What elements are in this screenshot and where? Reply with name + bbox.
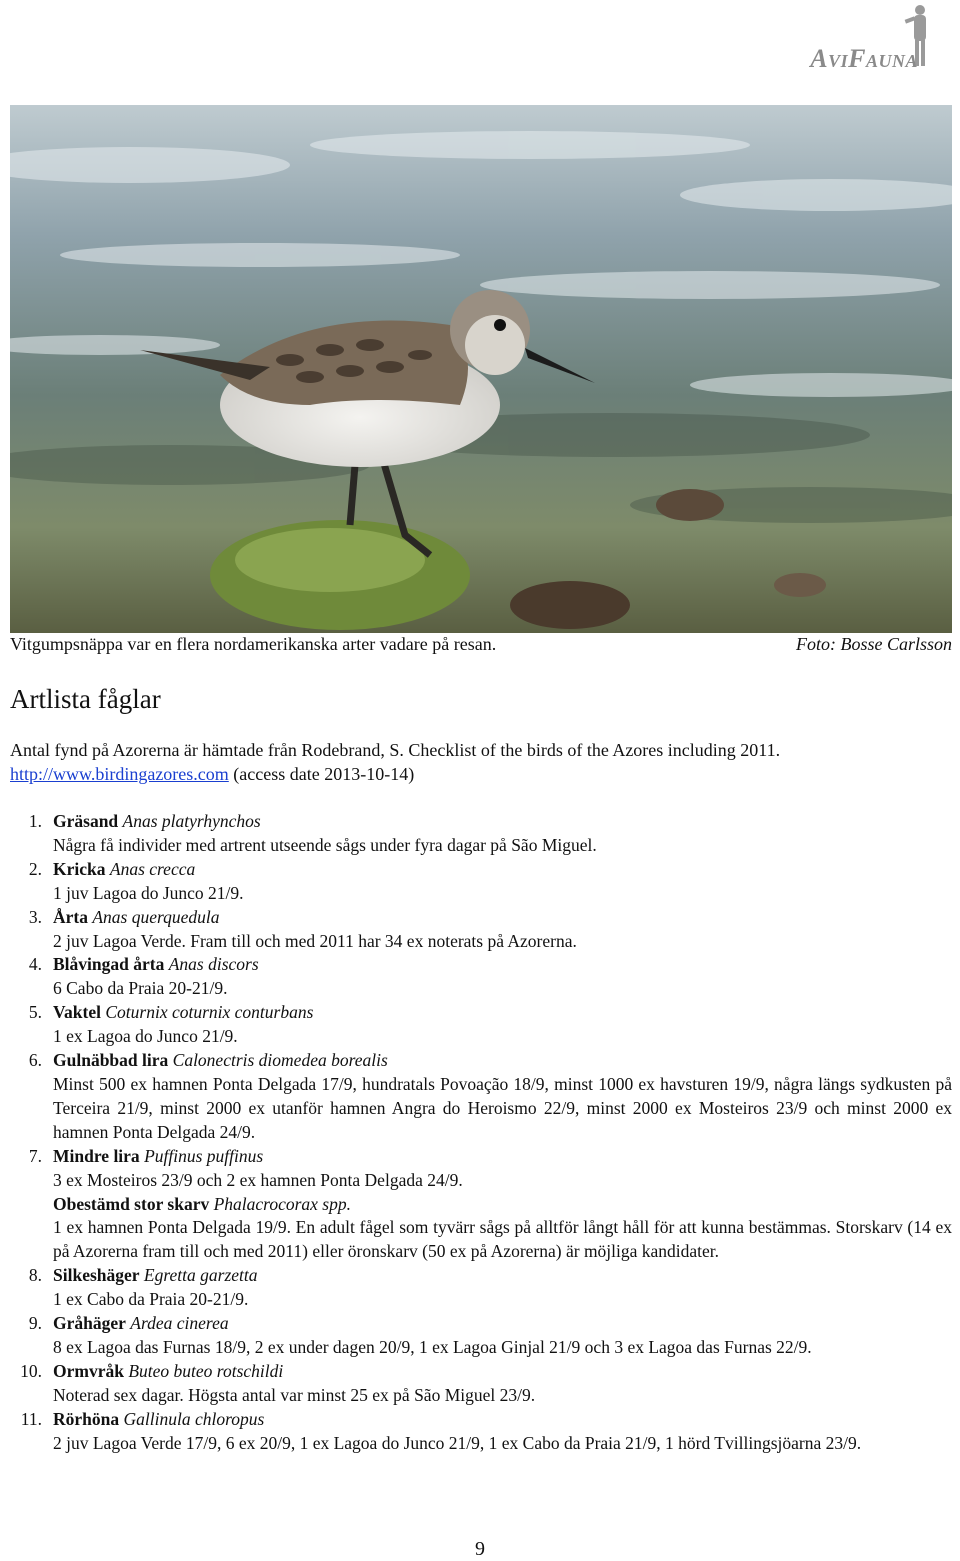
species-entry — [10, 1264, 952, 1312]
species-name: Årta — [53, 906, 88, 927]
species-heading — [53, 1193, 952, 1217]
species-note: 1 ex Lagoa do Junco 21/9. — [53, 1026, 238, 1047]
species-entry — [10, 1360, 952, 1408]
species-note: 1 juv Lagoa do Junco 21/9. — [53, 882, 244, 903]
species-note: 6 Cabo da Praia 20-21/9. — [53, 978, 228, 999]
species-name: Kricka — [53, 858, 106, 879]
species-entry — [10, 906, 952, 954]
species-scientific-name: Gallinula chloropus — [123, 1408, 265, 1429]
species-entry — [10, 953, 952, 1001]
species-scientific-name: Anas discors — [168, 954, 259, 975]
species-note: Minst 500 ex hamnen Ponta Delgada 17/9, hundratals Povoação 18/9, minst 1000 ex havsturen 19/9, några längs sydkusten på Terceira 21/9, minst 2000 ex utanför hamnen Angra do Heroismo 22/9, minst 2000 ex Mosteiros 23/9 och minst 2000 ex hamnen Ponta Delgada 24/9. — [53, 1073, 952, 1142]
species-note: 8 ex Lagoa das Furnas 18/9, 2 ex under dagen 20/9, 1 ex Lagoa Ginjal 21/9 och 3 ex Lagoa das Furnas 22/9. — [53, 1336, 812, 1357]
species-heading — [53, 1049, 952, 1073]
species-name: Vaktel — [53, 1002, 101, 1023]
species-note: Noterad sex dagar. Högsta antal var minst 25 ex på São Miguel 23/9. — [53, 1384, 536, 1405]
photo-credit: Foto: Bosse Carlsson — [795, 634, 952, 654]
species-name: Silkeshäger — [53, 1265, 140, 1286]
species-note: Några få individer med artrent utseende sågs under fyra dagar på São Miguel. — [53, 834, 597, 855]
species-number: 3. — [28, 906, 42, 927]
birdingazores-link[interactable]: http://www.birdingazores.com — [10, 764, 229, 784]
species-scientific-name: Puffinus puffinus — [144, 1145, 264, 1166]
species-note: 2 juv Lagoa Verde 17/9, 6 ex 20/9, 1 ex Lagoa do Junco 21/9, 1 ex Cabo da Praia 21/9, 1 hörd Tvillingsjöarna 23/9. — [53, 1432, 862, 1453]
species-scientific-name: Phalacrocorax spp. — [213, 1193, 351, 1214]
species-number: 11. — [20, 1408, 42, 1429]
sandpiper-photo-image — [10, 105, 952, 633]
species-entry — [10, 1145, 952, 1193]
page-title: Artlista fåglar — [10, 684, 161, 714]
species-heading — [53, 1264, 952, 1288]
species-heading — [53, 1001, 952, 1025]
species-entry — [10, 1049, 952, 1145]
species-heading — [53, 858, 952, 882]
species-number: 6. — [28, 1050, 42, 1071]
species-entry — [10, 1408, 952, 1456]
species-name: Ormvråk — [53, 1360, 124, 1381]
species-note: 2 juv Lagoa Verde. Fram till och med 2011 har 34 ex noterats på Azorerna. — [53, 930, 577, 951]
species-scientific-name: Anas platyrhynchos — [122, 811, 261, 831]
species-number: 4. — [28, 954, 42, 975]
species-name: Gulnäbbad lira — [53, 1050, 169, 1071]
species-number: 10. — [20, 1360, 42, 1381]
species-entry — [10, 810, 952, 858]
page-number: 9 — [475, 1538, 485, 1560]
logo-wordmark: AviFauna — [810, 44, 918, 73]
species-heading — [53, 1145, 952, 1169]
species-scientific-name: Buteo buteo rotschildi — [128, 1360, 284, 1381]
species-scientific-name: Anas querquedula — [92, 906, 220, 927]
species-number: 5. — [28, 1002, 42, 1023]
species-number: 8. — [28, 1265, 42, 1286]
species-note: 1 ex hamnen Ponta Delgada 19/9. En adult fågel som tyvärr sågs på alltför långt håll för att kunna bestämmas. Storskarv (14 ex på Azorerna fram till och med 2011) eller öronskarv (50 ex på Azorerna) är möjliga kandidater. — [53, 1217, 952, 1262]
species-scientific-name: Ardea cinerea — [130, 1313, 229, 1334]
species-scientific-name: Calonectris diomedea borealis — [172, 1050, 388, 1071]
species-scientific-name: Anas crecca — [109, 858, 196, 879]
species-heading — [53, 1312, 952, 1336]
avifauna-logo — [728, 0, 948, 90]
species-note: 1 ex Cabo da Praia 20-21/9. — [53, 1289, 249, 1310]
species-name: Gråhäger — [53, 1313, 126, 1334]
species-number: 2. — [28, 858, 42, 879]
species-entry — [10, 858, 952, 906]
species-heading — [53, 810, 952, 834]
species-name: Blåvingad årta — [53, 954, 165, 975]
species-scientific-name: Egretta garzetta — [143, 1265, 258, 1286]
species-name: Obestämd stor skarv — [53, 1193, 210, 1214]
access-date-text: (access date 2013-10-14) — [228, 764, 415, 784]
species-name: Mindre lira — [53, 1145, 140, 1166]
species-heading — [53, 1360, 952, 1384]
species-entry — [10, 1193, 952, 1265]
intro-paragraph — [10, 738, 952, 786]
species-entry — [10, 1312, 952, 1360]
species-number: 9. — [28, 1313, 42, 1334]
photo-caption — [10, 634, 952, 656]
species-scientific-name: Coturnix coturnix conturbans — [105, 1002, 314, 1023]
species-name: Gräsand — [53, 811, 119, 831]
species-entry — [10, 1001, 952, 1049]
intro-text: Antal fynd på Azorerna är hämtade från Rodebrand, S. Checklist of the birds of the Azores including 2011. — [10, 740, 781, 760]
species-number: 7. — [28, 1145, 42, 1166]
species-heading — [53, 1408, 952, 1432]
species-list — [10, 810, 952, 1455]
species-number: 1. — [28, 811, 42, 831]
caption-text: Vitgumpsnäppa var en flera nordamerikanska arter vadare på resan. — [10, 634, 497, 654]
species-heading — [53, 953, 952, 977]
species-note: 3 ex Mosteiros 23/9 och 2 ex hamnen Ponta Delgada 24/9. — [53, 1169, 463, 1190]
species-heading — [53, 906, 952, 930]
species-name: Rörhöna — [53, 1408, 120, 1429]
bird-photo — [10, 105, 952, 633]
